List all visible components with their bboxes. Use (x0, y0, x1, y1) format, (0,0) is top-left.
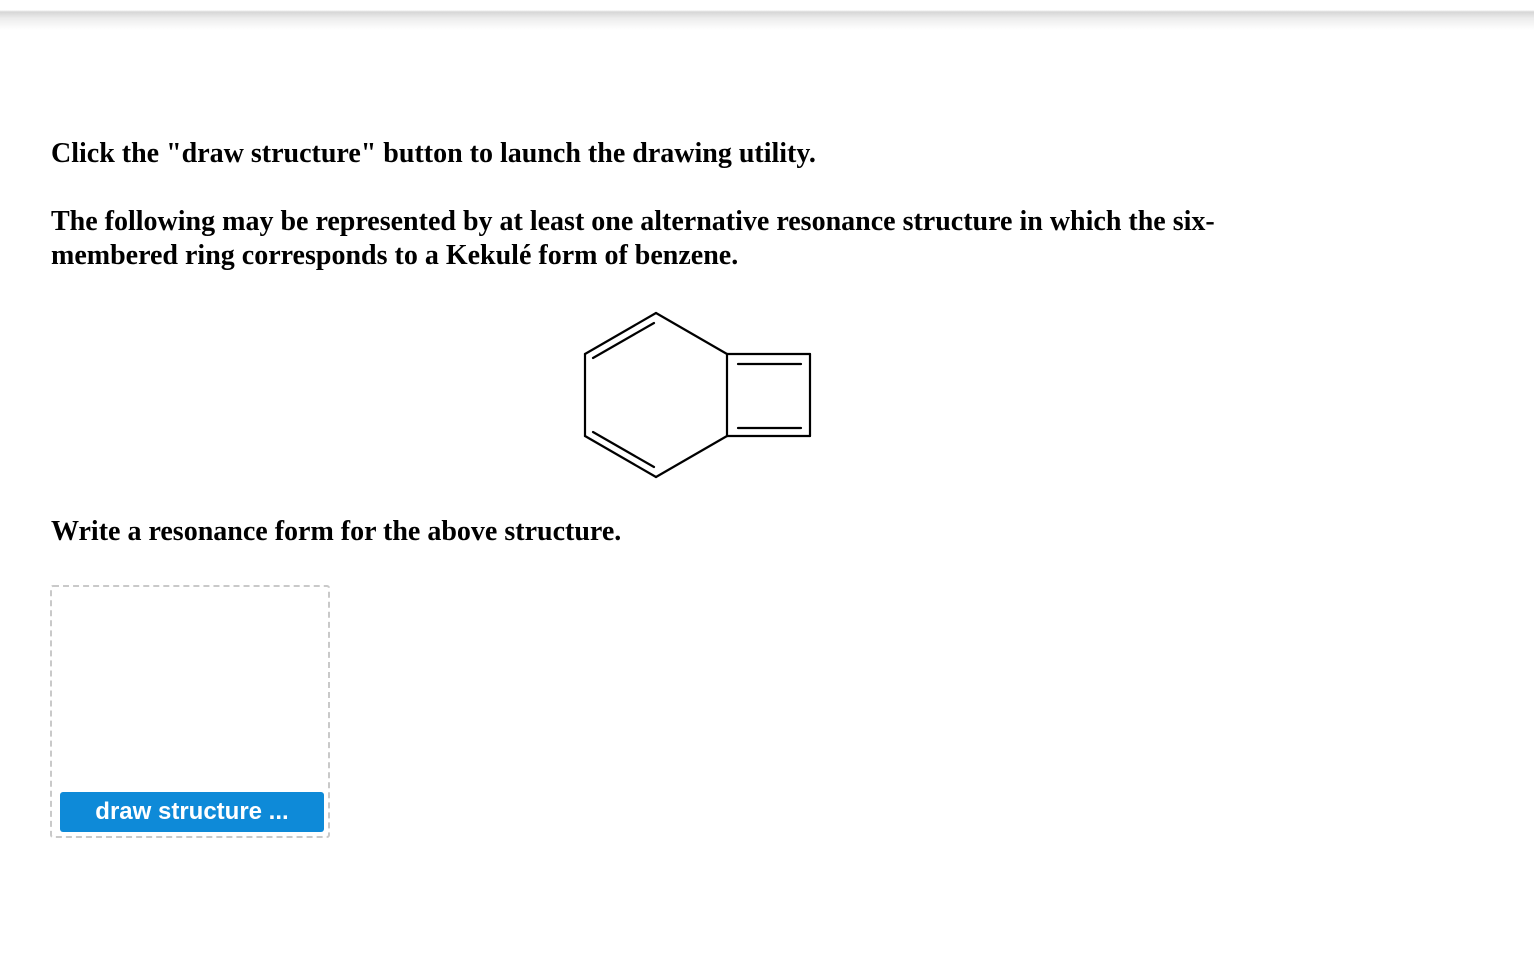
double-bond-line (593, 323, 654, 358)
bond-line (585, 436, 656, 477)
question-prompt: The following may be represented by at least one alternative resonance structure in which the six-membered ring corresponds to a Kekulé form of benzene. (51, 206, 1215, 271)
draw-structure-button[interactable]: draw structure ... (60, 792, 324, 832)
bond-line (656, 313, 727, 354)
top-toolbar-shadow (0, 0, 1534, 30)
task-text: Write a resonance form for the above structure. (51, 516, 622, 547)
double-bond-line (593, 432, 654, 467)
instruction-text: Click the "draw structure" button to launch the drawing utility. (51, 138, 816, 169)
bond-line (585, 313, 656, 354)
molecule-structure-image (575, 305, 825, 485)
bond-line (656, 436, 727, 477)
